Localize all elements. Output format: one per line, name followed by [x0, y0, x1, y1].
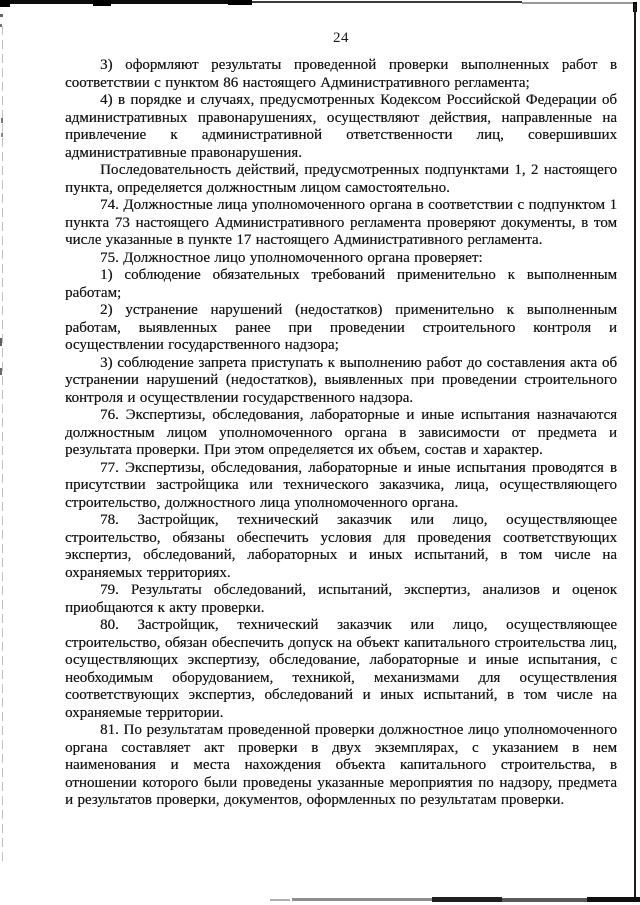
paragraph: 80. Застройщик, технический заказчик или лицо, осуществляющее строительство, обязан обеспечить допуск на объект капитального строительства лиц, осуществляющих экспертизу, обследование, лабораторные и иные испытания, с необходимым оборудованием, техникой, механизмами для осуществления соответствующих экспертиз, обследований и иных испытаний, в том числе на охраняемые территории. — [65, 617, 617, 721]
scan-artifact-left-tick — [1, 133, 3, 137]
scan-artifact-left-tick — [0, 338, 2, 346]
scan-artifact-left-tick — [0, 368, 2, 375]
paragraph: Последовательность действий, предусмотренных подпунктами 1, 2 настоящего пункта, определяется должностным лицом самостоятельно. — [65, 162, 617, 196]
paragraph: 74. Должностные лица уполномоченного органа в соответствии с подпунктом 1 пункта 73 настоящего Административного регламента проверяют документы, в том числе указанные в пункте 17 настоящего Административного регламента. — [65, 197, 617, 248]
scan-artifact-top-edge — [252, 1, 522, 3]
scan-artifact-left-tick — [0, 14, 3, 17]
scan-artifact-left-edge — [2, 26, 3, 864]
paragraph: 1) соблюдение обязательных требований применительно к выполненным работам; — [65, 267, 617, 301]
paragraph: 3) соблюдение запрета приступать к выполнению работ до составления акта об устранении нарушений (недостатков), выявленных при проведении строительного контроля и осуществлении государственного надзора. — [65, 354, 617, 406]
paragraph: 2) устранение нарушений (недостатков) применительно к выполненным работам, выявленных ранее при проведении строительного контроля и осуществлении государственного надзора; — [65, 302, 617, 353]
paragraph: 3) оформляют результаты проведенной проверки выполненных работ в соответствии с пунктом 86 настоящего Административного регламента; — [65, 57, 617, 91]
scan-artifact-top-edge — [633, 2, 637, 12]
paragraph: 76. Экспертизы, обследования, лабораторные и иные испытания назначаются должностным лицом уполномоченного органа в зависимости от предмета и результата проверки. При этом определяется их объем, состав и характер. — [65, 407, 617, 458]
scan-artifact-left-tick — [0, 24, 2, 27]
scan-artifact-top-edge — [228, 0, 252, 5]
paragraph: 81. По результатам проведенной проверки должностное лицо уполномоченного органа составляет акт проверки в двух экземплярах, с указанием в нем наименования и места нахождения объекта капитального строительства, в отношении которого были проведены указанные мероприятия по надзору, предмета и результатов проверки, документов, оформленных по результатам проверки. — [65, 722, 617, 808]
scan-artifact-left-tick — [1, 118, 3, 123]
paragraph: 78. Застройщик, технический заказчик или лицо, осуществляющее строительство, обязаны обеспечить условия для проведения соответствующих экспертиз, обследований, лабораторных и иных испытаний, в том числе на охраняемых территориях. — [65, 512, 617, 581]
scan-artifact-top-edge — [0, 0, 252, 4]
scan-artifact-bottom-edge — [292, 898, 432, 901]
scan-artifact-bottom-edge — [432, 897, 502, 902]
scan-artifact-top-edge — [522, 2, 634, 4]
scan-artifact-bottom-edge — [587, 897, 640, 902]
scan-artifact-top-edge — [0, 0, 10, 7]
paragraph: 77. Экспертизы, обследования, лабораторные и иные испытания проводятся в присутствии застройщика или технического заказчика, лица, осуществляющего строительство, должностного лица уполномоченного органа. — [65, 459, 617, 511]
paragraph: 79. Результаты обследований, испытаний, экспертиз, анализов и оценок приобщаются к акту проверки. — [65, 582, 617, 616]
document-body — [65, 57, 617, 810]
scan-artifact-top-edge — [93, 0, 111, 6]
scan-artifact-right-edge — [634, 4, 636, 900]
paragraph: 4) в порядке и случаях, предусмотренных Кодексом Российской Федерации об административных правонарушениях, осуществляют действия, направленные на привлечение к административной ответственности лиц, совершивших административные правонарушения. — [65, 92, 617, 161]
scan-artifact-bottom-edge — [270, 899, 290, 901]
scan-artifact-bottom-edge — [502, 898, 587, 902]
paragraph: 75. Должностное лицо уполномоченного органа проверяет: — [100, 249, 483, 266]
page-number: 24 — [333, 30, 349, 46]
